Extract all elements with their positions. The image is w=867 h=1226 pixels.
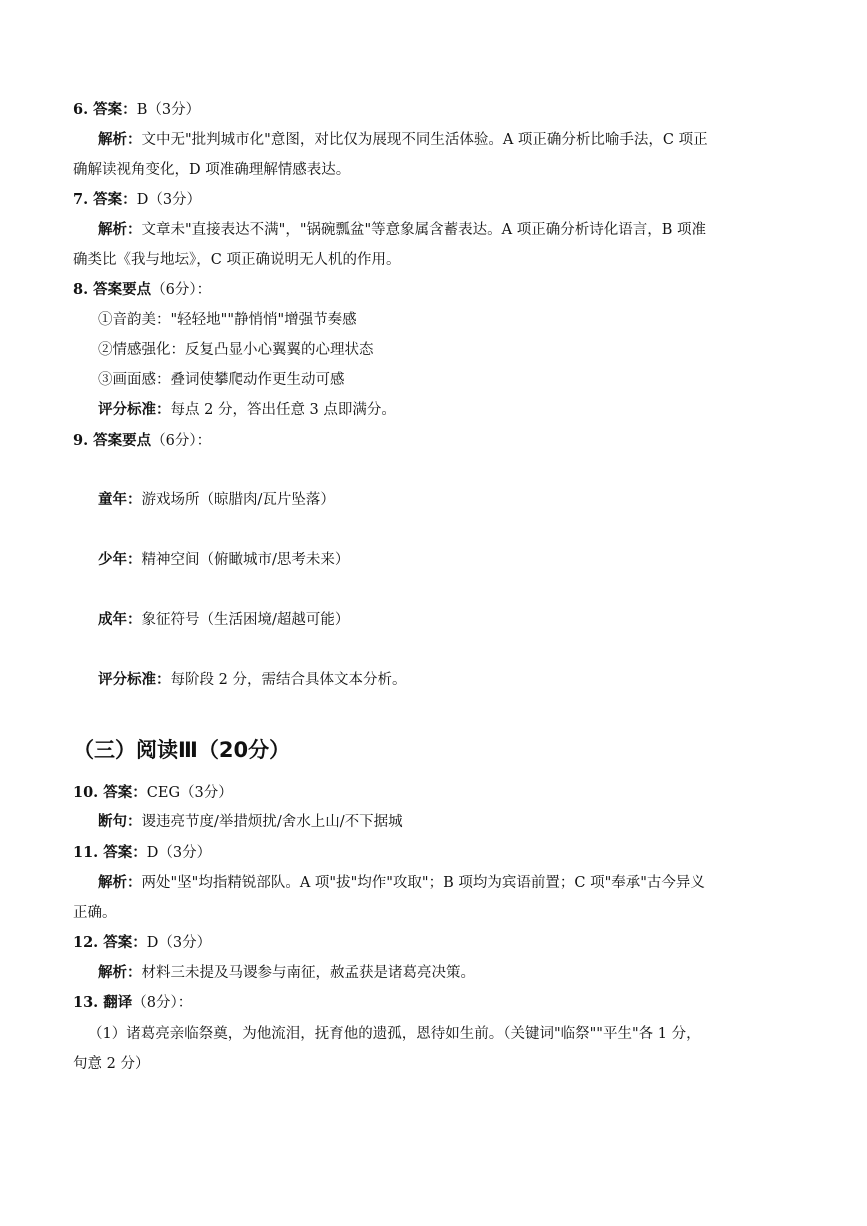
- q12-heading: [73, 933, 211, 953]
- q11-label: 11. 答案：: [73, 844, 147, 861]
- q9-heading: [73, 431, 211, 451]
- q7-label: 7. 答案：: [73, 191, 137, 208]
- q10-label: 10. 答案：: [73, 784, 147, 801]
- q7-analysis-line2: 确类比《我与地坛》，C 项正确说明无人机的作用。: [73, 252, 401, 268]
- q6-analysis-label: 解析：: [98, 131, 142, 148]
- q9-youth-text: 精神空间（俯瞰城市/思考未来）: [141, 552, 350, 568]
- q13-translation-line2: 句意 2 分）: [73, 1056, 150, 1072]
- q7-answer: D（3分）: [136, 192, 202, 208]
- q13-heading: [73, 993, 192, 1013]
- q11-analysis-text: 两处"坚"均指精锐部队。A 项"拔"均作"攻取"；B 项均为宾语前置；C 项"奉承"古今异义: [141, 875, 705, 891]
- q9-adult: [98, 610, 349, 630]
- q9-youth-label: 少年：: [98, 551, 142, 568]
- q10-punctuation-text: 谡违亮节度/举措烦扰/舍水上山/不下据城: [141, 814, 403, 830]
- q9-adult-label: 成年：: [98, 611, 142, 628]
- q7-heading: [73, 190, 201, 210]
- q8-heading: [73, 280, 211, 300]
- q11-analysis-line1: [98, 873, 705, 893]
- q10-punctuation-label: 断句：: [98, 813, 142, 830]
- section-title: （三）阅读Ⅲ（20分）: [73, 738, 291, 762]
- q12-analysis: [98, 963, 475, 983]
- q9-youth: [98, 550, 349, 570]
- q6-label: 6. 答案：: [73, 101, 137, 118]
- q8-label: 8. 答案要点: [73, 281, 152, 298]
- q8-point-3: ③画面感：叠词使攀爬动作更生动可感: [98, 372, 345, 388]
- q6-analysis-text: 文中无"批判城市化"意图，对比仅为展现不同生活体验。A 项正确分析比喻手法，C 项正: [141, 132, 708, 148]
- q9-label: 9. 答案要点: [73, 432, 152, 449]
- q6-heading: [73, 100, 200, 120]
- q11-analysis-line2: 正确。: [73, 905, 117, 921]
- q8-scoring-text: 每点 2 分，答出任意 3 点即满分。: [170, 402, 396, 418]
- q12-analysis-label: 解析：: [98, 964, 142, 981]
- q11-analysis-label: 解析：: [98, 874, 142, 891]
- q11-heading: [73, 843, 211, 863]
- q12-analysis-text: 材料三未提及马谡参与南征，赦孟获是诸葛亮决策。: [141, 965, 475, 981]
- q10-heading: [73, 783, 233, 803]
- q13-translation-line1: （1）诸葛亮亲临祭奠，为他流泪，抚育他的遗孤，恩待如生前。（关键词"临祭""平生"各 1 分，: [88, 1026, 701, 1042]
- q12-label: 12. 答案：: [73, 934, 147, 951]
- q10-answer: CEG（3分）: [146, 785, 233, 801]
- q9-score: （6分）：: [151, 433, 212, 449]
- q7-analysis-line1: [98, 220, 706, 240]
- q6-answer: B（3分）: [136, 102, 201, 118]
- q9-scoring: [98, 670, 406, 690]
- q12-answer: D（3分）: [146, 935, 212, 951]
- q8-point-2: ②情感强化：反复凸显小心翼翼的心理状态: [98, 342, 374, 358]
- q8-scoring: [98, 400, 396, 420]
- q8-point-1: ①音韵美："轻轻地""静悄悄"增强节奏感: [98, 312, 357, 328]
- q9-childhood: [98, 490, 335, 510]
- q6-analysis-line2: 确解读视角变化，D 项准确理解情感表达。: [73, 162, 351, 178]
- q11-answer: D（3分）: [146, 845, 212, 861]
- q9-scoring-text: 每阶段 2 分，需结合具体文本分析。: [170, 672, 407, 688]
- q8-scoring-label: 评分标准：: [98, 401, 171, 418]
- q9-childhood-text: 游戏场所（晾腊肉/瓦片坠落）: [141, 492, 335, 508]
- q7-analysis-text: 文章未"直接表达不满"，"锅碗瓢盆"等意象属含蓄表达。A 项正确分析诗化语言，B 项准: [141, 222, 707, 238]
- q10-punctuation: [98, 812, 403, 832]
- q13-score: （8分）：: [132, 995, 193, 1011]
- q7-analysis-label: 解析：: [98, 221, 142, 238]
- q9-childhood-label: 童年：: [98, 491, 142, 508]
- q13-label: 13. 翻译: [73, 994, 133, 1011]
- q9-scoring-label: 评分标准：: [98, 671, 171, 688]
- q8-score: （6分）：: [151, 282, 212, 298]
- q9-adult-text: 象征符号（生活困境/超越可能）: [141, 612, 350, 628]
- q6-analysis-line1: [98, 130, 708, 150]
